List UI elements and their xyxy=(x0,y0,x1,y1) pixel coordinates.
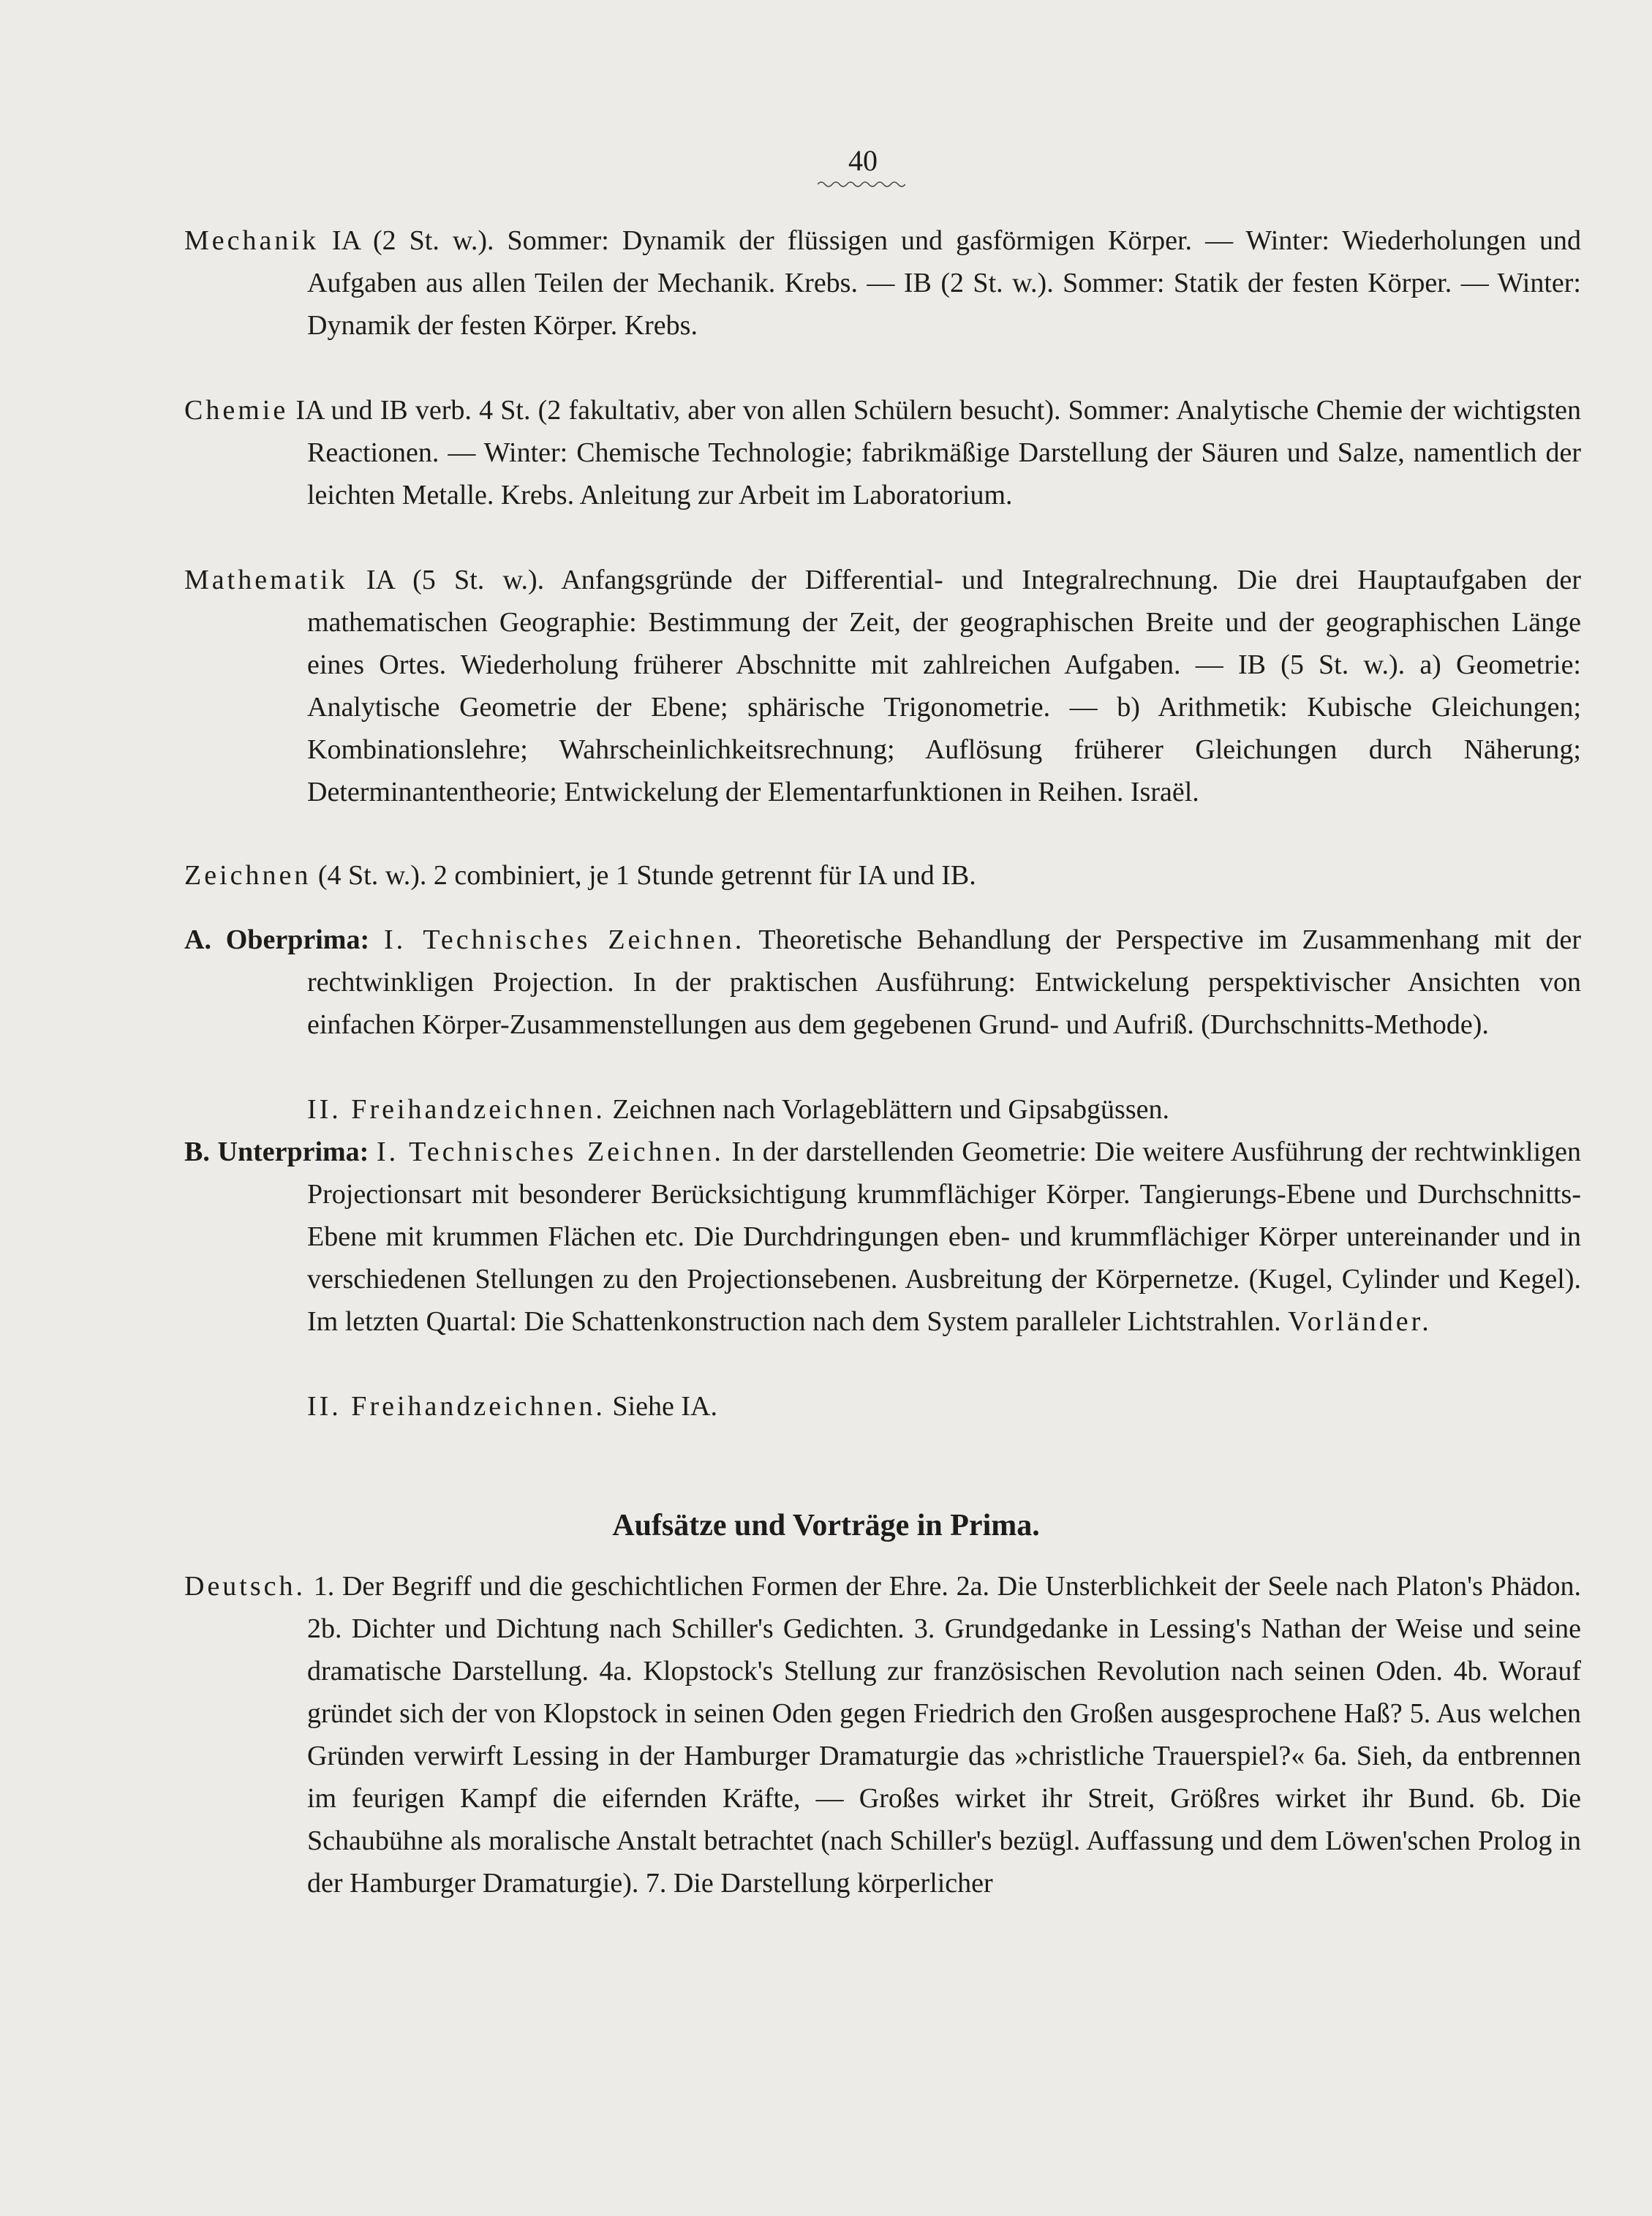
entry-mathematik xyxy=(184,559,1581,813)
entry-label: Zeichnen xyxy=(184,860,312,891)
entry-text: (4 St. w.). 2 combiniert, je 1 Stunde getrennt für IA und IB. xyxy=(311,860,976,891)
section-text: Siehe IA. xyxy=(605,1391,717,1422)
entry-label: Deutsch. xyxy=(184,1571,306,1602)
section-text: Theoretische Behandlung der Perspective im Zusammenhang mit der rechtwinkligen Projection. In der praktischen Ausführung: Entwickelung perspektivischer Ansichten von einfachen Körper-Zusammenstellungen aus dem gegebenen Grund- und Aufriß. (Durchschnitts-Methode). xyxy=(307,924,1582,1040)
unterprima-label: B. Unterprima: xyxy=(184,1137,369,1167)
entry-text: 1. Der Begriff und die geschichtlichen Formen der Ehre. 2a. Die Unsterblichkeit der Seele nach Platon's Phädon. 2b. Dichter und Dichtung nach Schiller's Gedichten. 3. Grundgedanke in Lessing's Nathan der Weise und seine dramatische Darstellung. 4a. Klopstock's Stellung zur französischen Revolution nach seinen Oden. 4b. Worauf gründet sich der von Klopstock in seinen Oden gegen Friedrich den Großen ausgesprochene Haß? 5. Aus welchen Gründen verwirft Lessing in der Hamburger Dramaturgie das »christliche Trauerspiel?« 6a. Sieh, da entbrennen im feurigen Kampf die eifernden Kräfte, — Großes wirket ihr Streit, Größres wirket ihr Bund. 6b. Die Schaubühne als moralische Anstalt betrachtet (nach Schiller's bezügl. Auffassung und dem Löwen'schen Prolog in der Hamburger Dramaturgie). 7. Die Darstellung körperlicher xyxy=(306,1571,1581,1899)
entry-label: Mathematik xyxy=(184,565,348,595)
unterprima-freihandzeichnen xyxy=(307,1385,1581,1428)
page-number: 40 xyxy=(848,144,878,177)
entry-text: IA (5 St. w.). Anfangsgründe der Differential- und Integralrechnung. Die drei Hauptaufgaben der mathematischen Geographie: Bestimmung der Zeit, der geographischen Breite und der geographischen Länge eines Ortes. Wiederholung früherer Abschnitte mit zahlreichen Aufgaben. — IB (5 St. w.). a) Geometrie: Analytische Geometrie der Ebene; sphärische Trigonometrie. — b) Arithmetik: Kubische Gleichungen; Kombinationslehre; Wahrscheinlichkeitsrechnung; Auflösung früherer Gleichungen durch Näherung; Determinantentheorie; Entwickelung der Elementarfunktionen in Reihen. Israël. xyxy=(307,565,1581,807)
section-title: I. Technisches Zeichnen. xyxy=(383,924,745,955)
entry-deutsch xyxy=(184,1565,1581,1904)
section-text: In der darstellenden Geometrie: Die weitere Ausführung der rechtwinkligen Projectionsart mit besonderer Berücksichtigung krummflächiger Körper. Tangierungs-Ebene und Durchschnitts-Ebene mit krummen Flächen etc. Die Durchdringungen eben- und krummflächiger Körper untereinander und in verschiedenen Stellungen zu den Projectionsebenen. Ausbreitung der Körpernetze. (Kugel, Cylinder und Kegel). Im letzten Quartal: Die Schattenkonstruction nach dem System paralleler Lichtstrahlen. xyxy=(307,1137,1582,1337)
entry-text: IA (2 St. w.). Sommer: Dynamik der flüssigen und gasförmigen Körper. — Winter: Wiederholungen und Aufgaben aus allen Teilen der Mechanik. Krebs. — IB (2 St. w.). Sommer: Statik der festen Körper. — Winter: Dynamik der festen Körper. Krebs. xyxy=(307,225,1581,341)
section-title: II. Freihandzeichnen. xyxy=(307,1094,606,1125)
author-name: Vorländer. xyxy=(1288,1306,1432,1337)
section-title: II. Freihandzeichnen. xyxy=(307,1391,606,1422)
oberprima-technisches-zeichnen xyxy=(184,919,1581,1046)
entry-chemie xyxy=(184,389,1581,516)
oberprima-label: A. Oberprima: xyxy=(184,924,370,955)
entry-label: Mechanik xyxy=(184,225,319,256)
entry-zeichnen xyxy=(184,854,1581,897)
unterprima-technisches-zeichnen xyxy=(184,1131,1581,1343)
decorative-squiggle xyxy=(818,180,905,189)
oberprima-freihandzeichnen xyxy=(307,1088,1581,1131)
section-heading: Aufsätze und Vorträge in Prima. xyxy=(612,1509,1040,1542)
entry-label: Chemie xyxy=(184,395,289,426)
section-title: I. Technisches Zeichnen. xyxy=(377,1137,724,1167)
entry-mechanik xyxy=(184,219,1581,347)
section-text: Zeichnen nach Vorlageblättern und Gipsabgüssen. xyxy=(605,1094,1169,1125)
entry-text: IA und IB verb. 4 St. (2 fakultativ, aber von allen Schülern besucht). Sommer: Analytische Chemie der wichtigsten Reactionen. — Winter: Chemische Technologie; fabrikmäßige Darstellung der Säuren und Salze, namentlich der leichten Metalle. Krebs. Anleitung zur Arbeit im Laboratorium. xyxy=(288,395,1581,510)
